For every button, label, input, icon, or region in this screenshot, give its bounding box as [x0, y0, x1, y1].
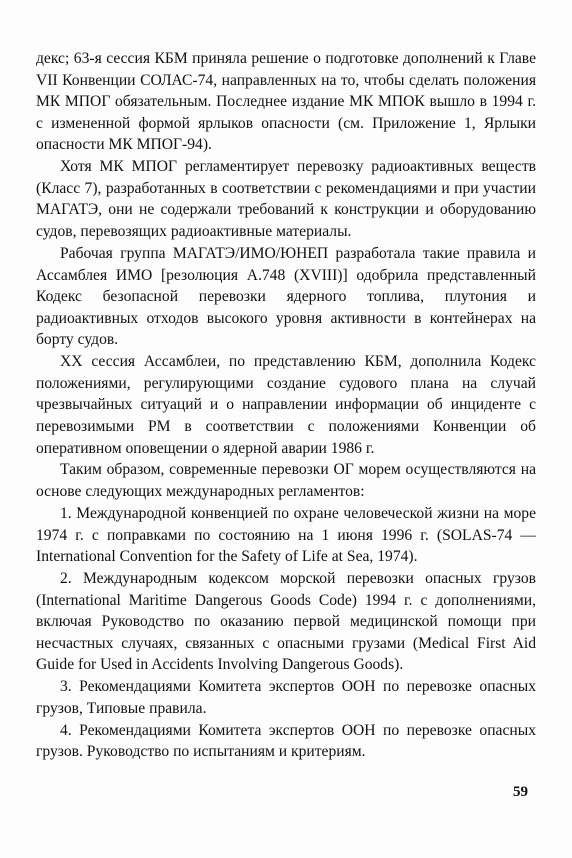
list-item-solas: 1. Международной конвенцией по охране человеческой жизни на море 1974 г. с поправками по состоянию на 1 июня 1996 г. (SOLAS-74 — International Convention for the Safety of Life at Sea, 1974).: [36, 504, 536, 566]
paragraph-radioactive-substances: Хотя МК МПОГ регламентирует перевозку радиоактивных веществ (Класс 7), разработанных в соответствии с рекомендациями и при участии МАГАТЭ, они не содержали требований к конструкции и оборудованию судов, перевозящих радиоактивные материалы.: [36, 158, 536, 241]
paragraph-assembly-session: XX сессия Ассамблеи, по представлению КБМ, дополнила Кодекс положениями, регулирующими создание судового плана на случай чрезвычайных ситуаций и о направлении информации об инциденте с перевозимыми РМ в соответствии с положениями Конвенции об оперативном оповещении о ядерной аварии 1986 г.: [36, 353, 536, 457]
list-item-imdg-code: 2. Международным кодексом морской перевозки опасных грузов (International Maritime Dangerous Goods Code) 1994 г. с дополнениями, включая Руководство по оказанию первой медицинской помощи при несчастных случаях, связанных с опасными грузами (Medical First Aid Guide for Used in Accidents Involving Dangerous Goods).: [36, 570, 536, 674]
paragraph-working-group: Рабочая группа МАГАТЭ/ИМО/ЮНЕП разработала такие правила и Ассамблея ИМО [резолюция А.748 (XVIII)] одобрила представленный Кодекс безопасной перевозки ядерного топлива, плутония и радиоактивных отходов высокого уровня активности в контейнерах на борту судов.: [36, 244, 536, 349]
page-number: 59: [513, 784, 528, 800]
body-text: [36, 48, 536, 763]
list-item-un-tests-manual: 4. Рекомендациями Комитета экспертов ООН по перевозке опасных грузов. Руководство по испытаниям и критериям.: [36, 721, 536, 761]
paragraph-continuation: декс; 63-я сессия КБМ приняла решение о подготовке дополнений к Главе VII Конвенции СОЛАС-74, направленных на то, чтобы сделать положения МК МПОГ обязательным. Последнее издание МК МПОК вышло в 1994 г. с измененной формой ярлыков опасности (см. Приложение 1, Ярлыки опасности МК МПОГ-94).: [36, 50, 536, 154]
paragraph-regulations-intro: Таким образом, современные перевозки ОГ морем осуществляются на основе следующих международных регламентов:: [36, 461, 536, 501]
list-item-un-model-regulations: 3. Рекомендациями Комитета экспертов ООН по перевозке опасных грузов, Типовые правила.: [36, 678, 536, 717]
